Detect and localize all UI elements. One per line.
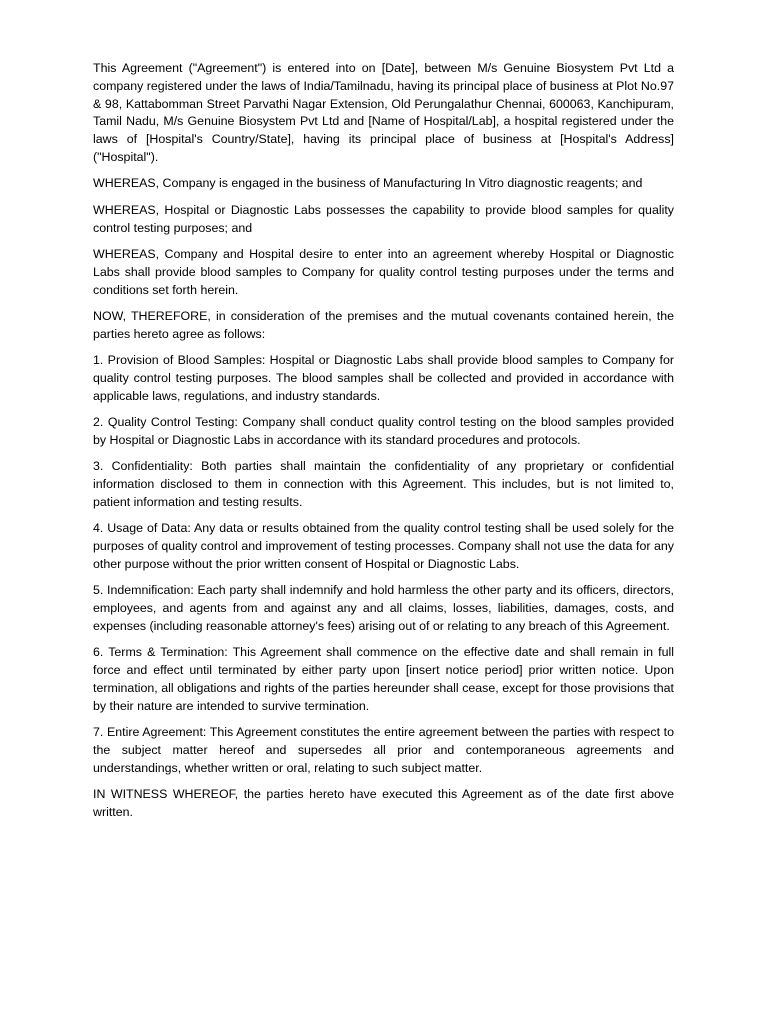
clause-5-indemnification: 5. Indemnification: Each party shall indemnify and hold harmless the other party and its officers, directors, employees, and agents from and against any and all claims, losses, liabilities, damages, costs, and expenses (including reasonable attorney's fees) arising out of or relating to any breach of this Agreement. bbox=[93, 583, 674, 633]
clause-6-terms-termination: 6. Terms & Termination: This Agreement shall commence on the effective date and shall remain in full force and effect until terminated by either party upon [insert notice period] prior written notice. Upon termination, all obligations and rights of the parties hereunder shall cease, except for those provisions that by their nature are intended to survive termination. bbox=[93, 645, 674, 713]
paragraph-whereas-1: WHEREAS, Company is engaged in the business of Manufacturing In Vitro diagnostic reagents; and bbox=[93, 176, 643, 191]
clause-3-confidentiality: 3. Confidentiality: Both parties shall maintain the confidentiality of any proprietary or confidential information disclosed to them in connection with this Agreement. This includes, but is not limited to, patient information and testing results. bbox=[93, 459, 674, 509]
clause-7-entire-agreement: 7. Entire Agreement: This Agreement constitutes the entire agreement between the parties with respect to the subject matter hereof and supersedes all prior and contemporaneous agreements and understandings, whether written or oral, relating to such subject matter. bbox=[93, 725, 674, 775]
agreement-text bbox=[93, 60, 674, 830]
clause-2-quality-control-testing: 2. Quality Control Testing: Company shall conduct quality control testing on the blood samples provided by Hospital or Diagnostic Labs in accordance with its standard procedures and protocols. bbox=[93, 415, 674, 447]
paragraph-preamble: This Agreement ("Agreement") is entered into on [Date], between M/s Genuine Biosystem Pvt Ltd a company registered under the laws of India/Tamilnadu, having its principal place of business at Plot No.97 & 98, Kattabomman Street Parvathi Nagar Extension, Old Perungalathur Chennai, 600063, Kanchipuram, Tamil Nadu, M/s Genuine Biosystem Pvt Ltd and [Name of Hospital/Lab], a hospital registered under the laws of [Hospital's Country/State], having its principal place of business at [Hospital's Address] ("Hospital"). bbox=[93, 61, 674, 164]
clause-4-usage-of-data: 4. Usage of Data: Any data or results obtained from the quality control testing shall be used solely for the purposes of quality control and improvement of testing processes. Company shall not use the data for any other purpose without the prior written consent of Hospital or Diagnostic Labs. bbox=[93, 521, 674, 571]
paragraph-whereas-2: WHEREAS, Hospital or Diagnostic Labs possesses the capability to provide blood samples for quality control testing purposes; and bbox=[93, 202, 674, 235]
paragraph-in-witness-whereof: IN WITNESS WHEREOF, the parties hereto have executed this Agreement as of the date first above written. bbox=[93, 787, 674, 819]
paragraph-whereas-3: WHEREAS, Company and Hospital desire to enter into an agreement whereby Hospital or Diagnostic Labs shall provide blood samples to Company for quality control testing purposes under the terms and conditions set forth herein. bbox=[93, 246, 674, 297]
clause-1-provision-of-blood-samples: 1. Provision of Blood Samples: Hospital or Diagnostic Labs shall provide blood samples to Company for quality control testing purposes. The blood samples shall be collected and provided in accordance with applicable laws, regulations, and industry standards. bbox=[93, 353, 674, 403]
paragraph-now-therefore: NOW, THEREFORE, in consideration of the premises and the mutual covenants contained herein, the parties hereto agree as follows: bbox=[93, 308, 674, 341]
